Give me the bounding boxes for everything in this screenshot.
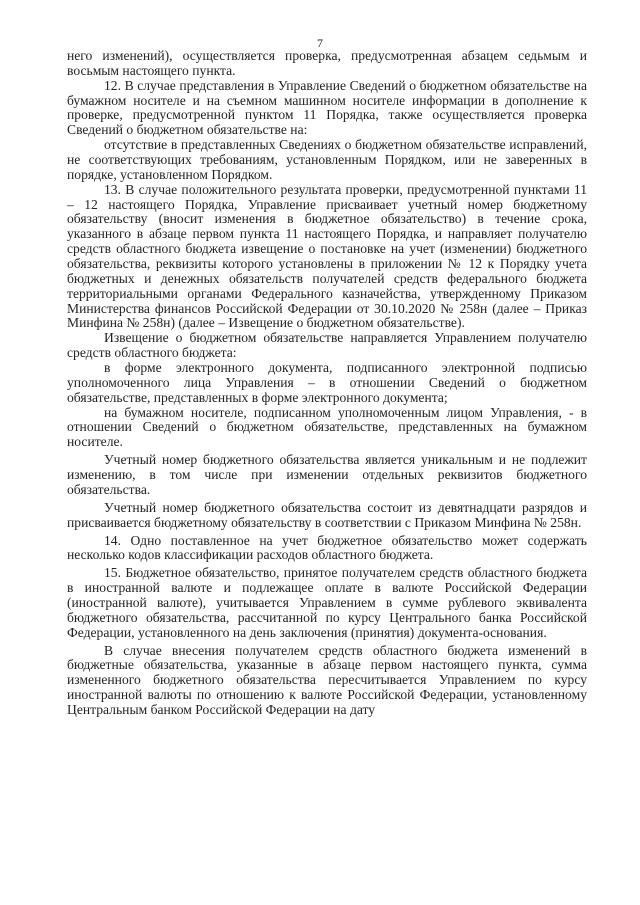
paragraph-electronic-form: в форме электронного документа, подписанного электронной подписью уполномоченного лица Управления – в отношении Сведений о бюджетном обязательстве, представленных в форме электронного документа;	[67, 360, 587, 405]
page-number: 7	[317, 36, 323, 50]
paragraph-item-15: 15. Бюджетное обязательство, принятое получателем средств областного бюджета в иностранной валюте и подлежащее оплате в валюте Российской Федерации (иностранной валюте), учитывается Управлением в сумме рублевого эквивалента бюджетного обязательства, рассчитанной по курсу Центрального банка Российской Федерации, установленного на день заключения (принятия) документа-основания.	[67, 565, 587, 640]
paragraph-item-12: 12. В случае представления в Управление Сведений о бюджетном обязательстве на бумажном носителе и на съемном машинном носителе информации в дополнение к проверке, предусмотренной пунктом 11 Порядка, также осуществляется проверка Сведений о бюджетном обязательстве на:	[67, 77, 587, 138]
paragraph-item-14: 14. Одно поставленное на учет бюджетное обязательство может содержать несколько кодов классификации расходов областного бюджета.	[67, 532, 587, 563]
paragraph-notice-sent: Извещение о бюджетном обязательстве направляется Управлением получателю средств областного бюджета:	[67, 330, 587, 361]
paragraph-paper-form: на бумажном носителе, подписанном уполномоченным лицом Управления, - в отношении Сведений о бюджетном обязательстве, представленных на бумажном носителе.	[67, 404, 587, 450]
paragraph-number-unique: Учетный номер бюджетного обязательства является уникальным и не подлежит изменению, в том числе при изменении отдельных реквизитов бюджетного обязательства.	[67, 452, 587, 497]
paragraph-currency-changes: В случае внесения получателем средств областного бюджета изменений в бюджетные обязательства, указанные в абзаце первом настоящего пункта, сумма измененного бюджетного обязательства пересчитывается Управлением по курсу иностранной валюты по отношению к валюте Российской Федерации, установленному Центральным банком Российской Федерации на дату	[67, 642, 587, 717]
paragraph-check-corrections: отсутствие в представленных Сведениях о бюджетном обязательстве исправлений, не соответствующих требованиям, установленным Порядком, или не заверенных в порядке, установленном Порядком.	[67, 137, 587, 182]
document-body	[67, 49, 587, 718]
paragraph-number-digits: Учетный номер бюджетного обязательства состоит из девятнадцати разрядов и присваивается бюджетному обязательству в соответствии с Приказом Минфина № 258н.	[67, 499, 587, 530]
paragraph-item-13: 13. В случае положительного результата проверки, предусмотренной пунктами 11 – 12 настоящего Порядка, Управление присваивает учетный номер бюджетному обязательству (вносит изменения в бюджетное обязательство) в течение срока, указанного в абзаце первом пункта 11 настоящего Порядка, и направляет получателю средств областного бюджета извещение о постановке на учет (изменении) бюджетного обязательства, реквизиты которого установлены в приложении № 12 к Порядку учета бюджетных и денежных обязательств получателей средств федерального бюджета территориальными органами Федерального казначейства, утвержденному Приказом Министерства финансов Российской Федерации от 30.10.2020 № 258н (далее – Приказ Минфина № 258н) (далее – Извещение о бюджетном обязательстве).	[67, 181, 587, 331]
paragraph-continuation: него изменений), осуществляется проверка, предусмотренная абзацем седьмым и восьмым настоящего пункта.	[67, 48, 587, 78]
